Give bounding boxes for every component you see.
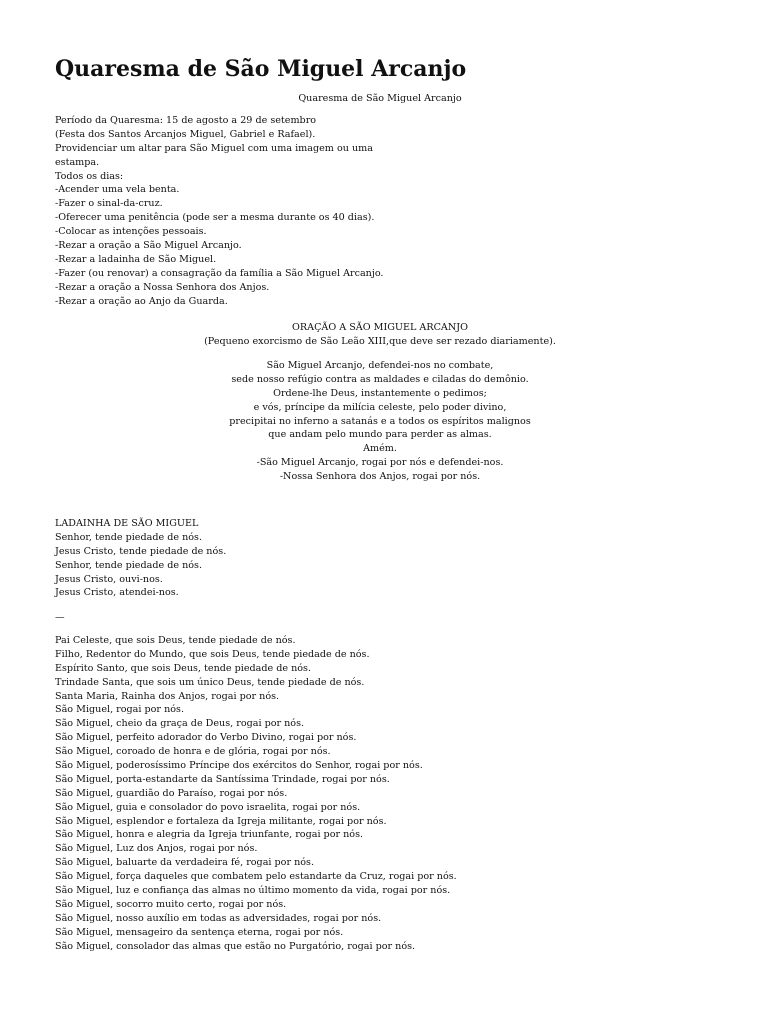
- intro-line: -Rezar a oração a Nossa Senhora dos Anjos.: [55, 281, 270, 293]
- litany-line: Espírito Santo, que sois Deus, tende piedade de nós.: [55, 662, 312, 674]
- prayer-line: -São Miguel Arcanjo, rogai por nós e defendei-nos.: [256, 457, 504, 469]
- litany-line: Jesus Cristo, tende piedade de nós.: [55, 545, 227, 557]
- litany-line: Pai Celeste, que sois Deus, tende piedade de nós.: [55, 635, 296, 646]
- litany-line: São Miguel, guardião do Paraíso, rogai por nós.: [55, 787, 288, 799]
- intro-line: Providenciar um altar para São Miguel com uma imagem ou uma: [55, 142, 373, 154]
- prayer-line: São Miguel Arcanjo, defendei-nos no combate,: [266, 360, 494, 371]
- prayer-line: precipitai no inferno a satanás e a todos os espíritos malignos: [229, 415, 531, 427]
- prayer-line: que andam pelo mundo para perder as almas.: [268, 429, 492, 441]
- litany-line: Santa Maria, Rainha dos Anjos, rogai por nós.: [55, 690, 280, 702]
- prayer-line: -Nossa Senhora dos Anjos, rogai por nós.: [279, 471, 481, 483]
- prayer-line: Ordene-lhe Deus, instantemente o pedimos;: [273, 387, 487, 399]
- litany-line: São Miguel, honra e alegria da Igreja triunfante, rogai por nós.: [55, 829, 364, 841]
- intro-line: -Rezar a oração a São Miguel Arcanjo.: [55, 240, 242, 252]
- intro-line: -Colocar as intenções pessoais.: [55, 226, 207, 238]
- intro-line: -Rezar a oração ao Anjo da Guarda.: [55, 295, 228, 307]
- litany-line: São Miguel, nosso auxílio em todas as adversidades, rogai por nós.: [55, 912, 382, 924]
- litany-line: São Miguel, rogai por nós.: [55, 704, 184, 716]
- litany-line: Senhor, tende piedade de nós.: [55, 531, 203, 543]
- intro-line: -Fazer (ou renovar) a consagração da família a São Miguel Arcanjo.: [55, 267, 384, 279]
- document-subtitle: Quaresma de São Miguel Arcanjo: [298, 93, 462, 104]
- section-separator: [55, 611, 705, 625]
- litany-line: São Miguel, poderosíssimo Príncipe dos exércitos do Senhor, rogai por nós.: [55, 760, 423, 772]
- intro-line: Período da Quaresma: 15 de agosto a 29 de setembro: [55, 115, 317, 126]
- prayer-line: Amém.: [363, 443, 397, 455]
- litany-heading: LADAINHA DE SÃO MIGUEL: [55, 518, 199, 529]
- litany-line: São Miguel, esplendor e fortaleza da Igreja militante, rogai por nós.: [55, 815, 387, 827]
- litany-line: São Miguel, baluarte da verdadeira fé, rogai por nós.: [55, 857, 315, 869]
- litany-line: São Miguel, porta-estandarte da Santíssima Trindade, rogai por nós.: [55, 773, 390, 785]
- litany-opening: [55, 517, 705, 600]
- litany-line: Jesus Cristo, atendei-nos.: [55, 587, 179, 599]
- litany-line: Senhor, tende piedade de nós.: [55, 559, 203, 571]
- prayer-heading: ORAÇÃO A SÃO MIGUEL ARCANJO: [292, 322, 468, 333]
- intro-line: -Rezar a ladainha de São Miguel.: [55, 253, 217, 265]
- document-title: Quaresma de São Miguel Arcanjo: [55, 56, 467, 82]
- intro-line: Todos os dias:: [55, 170, 124, 182]
- prayer-heading-section: [55, 321, 705, 349]
- litany-line: São Miguel, cheio da graça de Deus, rogai por nós.: [55, 718, 305, 730]
- litany-line: São Miguel, Luz dos Anjos, rogai por nós.: [55, 843, 258, 855]
- litany-line: São Miguel, consolador das almas que estão no Purgatório, rogai por nós.: [55, 940, 416, 952]
- intro-line: estampa.: [55, 156, 100, 168]
- intro-line: -Oferecer uma penitência (pode ser a mesma durante os 40 dias).: [55, 212, 375, 224]
- litany-line: São Miguel, guia e consolador do povo israelita, rogai por nós.: [55, 801, 361, 813]
- intro-line: -Fazer o sinal-da-cruz.: [55, 198, 163, 210]
- litany-line: São Miguel, luz e confiança das almas no último momento da vida, rogai por nós.: [55, 885, 451, 897]
- prayer-note: (Pequeno exorcismo de São Leão XIII,que deve ser rezado diariamente).: [204, 335, 556, 347]
- litany-line: São Miguel, mensageiro da sentença eterna, rogai por nós.: [55, 926, 344, 938]
- litany-line: São Miguel, socorro muito certo, rogai por nós.: [55, 898, 287, 910]
- intro-line: -Acender uma vela benta.: [55, 184, 180, 196]
- litany-line: Filho, Redentor do Mundo, que sois Deus, tende piedade de nós.: [55, 648, 370, 660]
- litany-line: São Miguel, perfeito adorador do Verbo Divino, rogai por nós.: [55, 732, 357, 744]
- litany-line: Jesus Cristo, ouvi-nos.: [55, 573, 163, 585]
- prayer-line: sede nosso refúgio contra as maldades e ciladas do demônio.: [231, 373, 529, 385]
- litany-line: Trindade Santa, que sois um único Deus, tende piedade de nós.: [55, 676, 365, 688]
- litany-line: São Miguel, força daqueles que combatem pelo estandarte da Cruz, rogai por nós.: [55, 871, 457, 883]
- prayer-line: e vós, príncipe da milícia celeste, pelo poder divino,: [253, 401, 507, 413]
- litany-line: São Miguel, coroado de honra e de glória, rogai por nós.: [55, 746, 331, 758]
- prayer-text: [55, 359, 705, 484]
- separator-dash: —: [55, 612, 65, 623]
- litany-invocations: [55, 634, 705, 953]
- intro-section: [55, 114, 705, 308]
- intro-line: (Festa dos Santos Arcanjos Miguel, Gabriel e Rafael).: [55, 128, 316, 140]
